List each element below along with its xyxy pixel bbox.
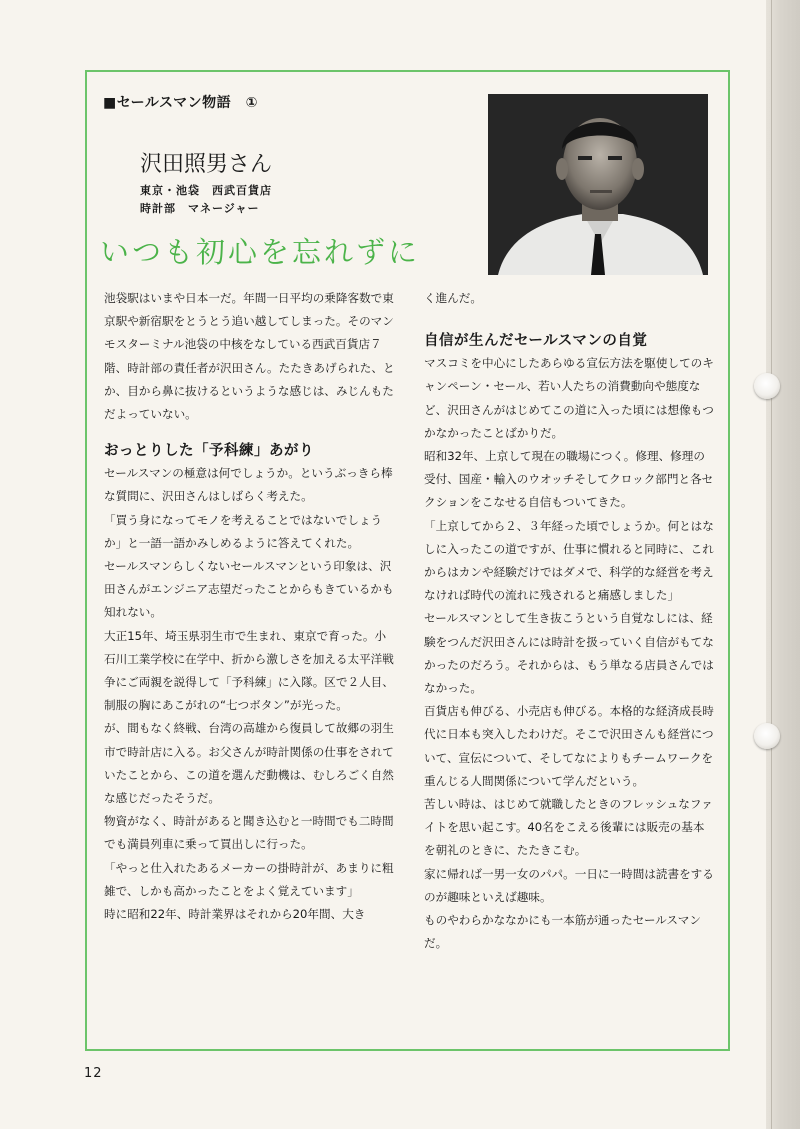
body-paragraph: セールスマンらしくないセールスマンという印象は、沢田さんがエンジニア志望だったことからもきているかも知れない。 xyxy=(104,559,394,620)
continuation-text: く進んだ。 xyxy=(424,291,482,305)
series-title: ■セールスマン物語 ① xyxy=(103,95,259,111)
body-paragraph: セールスマンの極意は何でしょうか。というぶっきら棒な質問に、沢田さんはしばらく考えた。 xyxy=(104,466,393,504)
body-paragraph: 時に昭和22年、時計業界はそれから20年間、大き xyxy=(104,907,366,922)
person-name: 沢田照男さん xyxy=(140,152,273,177)
body-paragraph: 昭和32年、上京して現在の職場につく。修理、修理の受付、国産・輸入のウオッチそしてクロック部門と各セクションをこなせる自信もついてきた。 xyxy=(424,449,714,510)
binder-hole-top xyxy=(754,373,780,399)
body-paragraph: セールスマンとして生き抜こうという自覚なしには、経験をつんだ沢田さんには時計を扱っていく自信がもてなかったのだろう。それからは、もう単なる店員さんではなかった。 xyxy=(424,611,714,696)
body-paragraph: マスコミを中心にしたあらゆる宣伝方法を駆使してのキャンペーン・セール、若い人たちの消費動向や態度など、沢田さんがはじめてこの道に入った頃には想像もつかなかったことばかりだ。 xyxy=(424,356,714,440)
page-number: 12 xyxy=(84,1066,103,1081)
affiliation-role: 時計部 マネージャー xyxy=(140,202,260,215)
affiliation-store: 東京・池袋 西武百貨店 xyxy=(140,184,272,197)
body-paragraph: 「やっと仕入れたあるメーカーの掛時計が、あまりに粗雑で、しかも高かったことをよく覚えています」 xyxy=(104,860,394,898)
portrait-icon xyxy=(488,94,708,275)
binder-hole-bottom xyxy=(754,723,780,749)
subheading-left: おっとりした「予科練」あがり xyxy=(104,443,314,460)
subheading-right: 自信が生んだセールスマンの自覚 xyxy=(424,333,648,350)
body-paragraph: 物資がなく、時計があると聞き込むと一時間でも二時間でも満員列車に乗って買出しに行った。 xyxy=(104,814,394,852)
article-headline: いつも初心を忘れずに xyxy=(100,235,421,269)
left-column xyxy=(104,287,396,926)
right-column xyxy=(424,287,716,955)
body-paragraph: ものやわらかななかにも一本筋が通ったセールスマンだ。 xyxy=(424,913,701,951)
portrait-photo xyxy=(488,94,708,275)
body-paragraph: 百貨店も伸びる、小売店も伸びる。本格的な経済成長時代に日本も突入したわけだ。そこで沢田さんも経営について、宣伝について、そしてなによりもチームワークを重んじる人間関係について学んだという。 xyxy=(424,704,714,788)
intro-paragraph: 池袋駅はいまや日本一だ。年間一日平均の乗降客数で東京駅や新宿駅をとうとう追い越してしまった。そのマンモスターミナル池袋の中核をなしている西武百貨店７階、時計部の責任者が沢田さん。たたきあげられた、とか、目から鼻に抜けるというような感じは、みじんもただよっていない。 xyxy=(104,291,395,422)
body-paragraph: 家に帰れば一男一女のパパ。一日に一時間は読書をするのが趣味といえば趣味。 xyxy=(424,866,714,904)
body-paragraph: 苦しい時は、はじめて就職したときのフレッシュなファイトを思い起こす。40名をこえる後輩には販売の基本を朝礼のときに、たたきこむ。 xyxy=(424,797,713,858)
page-edge-line xyxy=(771,0,772,1129)
body-paragraph: 大正15年、埼玉県羽生市で生まれ、東京で育った。小石川工業学校に在学中、折から激しさを加える太平洋戦争にご両親を説得して「予科練」に入隊。区で２人目、制服の胸にあこがれの“七つボタン”が光った。 xyxy=(104,628,394,713)
body-paragraph: 「上京してから２、３年経った頃でしょうか。何とはなしに入ったこの道ですが、仕事に慣れると同時に、これからはカンや経験だけではダメで、科学的な経営を考えなければ時代の流れに残されると痛感しました」 xyxy=(424,518,714,603)
body-paragraph: 「買う身になってモノを考えることではないでしょうか」と一語一語かみしめるように答えてくれた。 xyxy=(104,512,383,550)
body-paragraph: が、間もなく終戦、台湾の高雄から復員して故郷の羽生市で時計店に入る。お父さんが時計関係の仕事をされていたことから、この道を選んだ動機は、むしろごく自然な感じだったそうだ。 xyxy=(104,721,394,806)
